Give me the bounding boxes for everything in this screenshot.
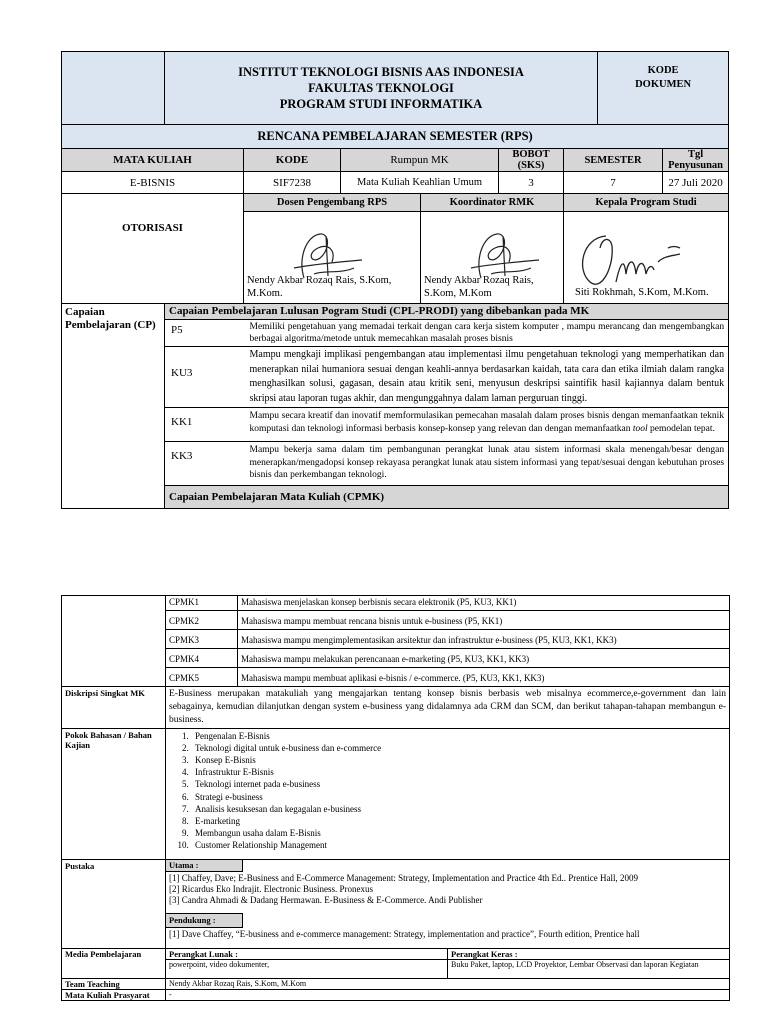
col-header-tgl: Tgl Penyusunan: [663, 149, 729, 172]
program-name: PROGRAM STUDI INFORMATIKA: [279, 97, 483, 111]
media-label: Media Pembelajaran: [62, 948, 166, 978]
prasyarat-text: -: [166, 989, 730, 1000]
list-item: 1. Pengenalan E-Bisnis: [191, 730, 726, 742]
list-item: 10. Customer Relationship Management: [191, 839, 726, 851]
faculty-name: FAKULTAS TEKNOLOGI: [308, 81, 454, 95]
cp-code-kk3: KK3: [165, 442, 244, 486]
list-item: 3. Konsep E-Bisnis: [191, 754, 726, 766]
cpmk-code: CPMK5: [166, 667, 238, 686]
cpmk-code: CPMK1: [166, 596, 238, 611]
koordinator-signature-cell: [421, 212, 564, 304]
list-item: 5. Teknologi internet pada e-business: [191, 778, 726, 790]
cpmk-code: CPMK3: [166, 629, 238, 648]
list-item: 4. Infrastruktur E-Bisnis: [191, 766, 726, 778]
role-kaprodi: Kepala Program Studi: [564, 194, 729, 212]
cpmk-label-cell: [62, 596, 166, 687]
cpmk-text: Mahasiswa menjelaskan konsep berbisnis secara elektronik (P5, KU3, KK1): [238, 596, 730, 611]
perangkat-keras-label: Perangkat Keras :: [448, 949, 729, 960]
list-item: [1] Chaffey, Dave; E-Business and E-Commerce Management: Strategy, Implementation and Practice 4th Ed.. Prentice Hall, 2009: [169, 873, 639, 883]
pendukung-list: [166, 928, 729, 941]
col-header-semester: SEMESTER: [564, 149, 663, 172]
course-rumpun: Mata Kuliah Keahlian Umum: [341, 172, 499, 194]
institute-name: INSTITUT TEKNOLOGI BISNIS AAS INDONESIA: [238, 65, 524, 79]
cp-text-p5: Memiliki pengetahuan yang memadai terkait dengan cara kerja sistem komputer , mampu merancang dan mengembangkan berbagai algoritma/metode untuk memecahkan masalah proses bisnis: [244, 320, 729, 347]
cpmk-code: CPMK2: [166, 610, 238, 629]
list-item: [2] Ricardus Eko Indrajit. Electronic Business. Pronexus: [169, 884, 373, 895]
name-kaprodi: Siti Rokhmah, S.Kom, M.Kom.: [575, 287, 709, 298]
rps-page-2: [61, 595, 730, 1001]
pustaka-label: Pustaka: [62, 859, 166, 948]
perangkat-lunak-cell: [166, 948, 448, 978]
utama-label: Utama :: [166, 860, 243, 873]
cp-text-kk3: Mampu bekerja sama dalam tim pembangunan perangkat lunak atau sistem informasi skala menengah/besar dengan menerapkan/mengadopsi konsep rekayasa perangkat lunak atau sistem informasi yang tepat/sesuai dengan kebutuhan proses bisnis dan perkembangan teknologi.: [244, 442, 729, 486]
course-code: SIF7238: [244, 172, 341, 194]
perangkat-lunak-label: Perangkat Lunak :: [166, 949, 447, 960]
name-dosen: Nendy Akbar Rozaq Rais, S.Kom, M.Kom.: [247, 275, 392, 299]
col-header-bobot: BOBOT (SKS): [499, 149, 564, 172]
institution-header: [165, 52, 598, 125]
cpmk-header: Capaian Pembelajaran Mata Kuliah (CPMK): [165, 486, 729, 509]
prasyarat-label: Mata Kuliah Prasyarat: [62, 989, 166, 1000]
logo-cell: [62, 52, 165, 125]
rps-title: RENCANA PEMBELAJARAN SEMESTER (RPS): [62, 125, 729, 149]
deskripsi-text: E-Business merupakan matakuliah yang mengajarkan tentang konsep bisnis berbasis web misalnya ecommerce,e-government dan lain sebagainya, kemudian dilanjutkan dengan system e-business yang didalamnya ada CRM dan SCM, dan berikut tahapan-tahapan membangun e-business.: [166, 686, 730, 728]
kode-dokumen: KODE DOKUMEN: [598, 52, 729, 125]
list-item: 9. Membangun usaha dalam E-Bisnis: [191, 827, 726, 839]
cp-text-kk1: Mampu secara kreatif dan inovatif memformulasikan pemecahan masalah dalam proses bisnis dengan memanfaatkan teknik komputasi dan teknologi informasi berbasis konsep-konsep yang relevan dan dengan memanfaatkan tool pemodelan tepat.: [244, 408, 729, 442]
course-semester: 7: [564, 172, 663, 194]
course-date: 27 Juli 2020: [663, 172, 729, 194]
utama-list: [166, 872, 729, 908]
col-header-matakuliah: MATA KULIAH: [62, 149, 244, 172]
course-bobot: 3: [499, 172, 564, 194]
kaprodi-signature-cell: [564, 212, 729, 304]
cpl-header: Capaian Pembelajaran Lulusan Pogram Studi (CPL-PRODI) yang dibebankan pada MK: [165, 304, 729, 320]
cp-code-p5: P5: [165, 320, 244, 347]
otorisasi-label: OTORISASI: [62, 194, 244, 304]
dosen-signature-cell: [244, 212, 421, 304]
cpmk-text: Mahasiswa mampu membuat rencana bisnis untuk e-business (P5, KK1): [238, 610, 730, 629]
pokok-list: [169, 730, 726, 852]
pokok-list-cell: [166, 728, 730, 859]
pustaka-cell: [166, 859, 730, 948]
list-item: 6. Strategi e-business: [191, 791, 726, 803]
cp-code-ku3: KU3: [165, 347, 244, 408]
list-item: 8. E-marketing: [191, 815, 726, 827]
cpmk-code: CPMK4: [166, 648, 238, 667]
list-item: [1] Dave Chaffey, “E-business and e-commerce management: Strategy, implementation and practice”, Fourth edition, Prentice hall: [169, 929, 640, 940]
perangkat-lunak-text: powerpoint, video dokumenter,: [169, 959, 270, 969]
cpmk-text: Mahasiswa mampu mengimplementasikan arsitektur dan infrastruktur e-business (P5, KU3, KK1, KK3): [238, 629, 730, 648]
cpmk-text: Mahasiswa mampu membuat aplikasi e-bisnis / e-commerce. (P5, KU3, KK1, KK3): [238, 667, 730, 686]
list-item: [3] Candra Ahmadi & Dadang Hermawan. E-Business & E-Commerce. Andi Publisher: [169, 895, 483, 906]
team-label: Team Teaching: [62, 978, 166, 989]
pokok-label: Pokok Bahasan / Bahan Kajian: [62, 728, 166, 859]
perangkat-keras-cell: [448, 948, 730, 978]
name-koordinator: Nendy Akbar Rozaq Rais, S.Kom, M.Kom: [424, 275, 534, 299]
team-text: Nendy Akbar Rozaq Rais, S.Kom, M.Kom: [166, 978, 730, 989]
role-dosen: Dosen Pengembang RPS: [244, 194, 421, 212]
cp-code-kk1: KK1: [165, 408, 244, 442]
signature-kaprodi: [572, 226, 692, 292]
col-header-kode: KODE: [244, 149, 341, 172]
list-item: 7. Analisis kesuksesan dan kegagalan e-business: [191, 803, 726, 815]
cpmk-text: Mahasiswa mampu melakukan perencanaan e-marketing (P5, KU3, KK1, KK3): [238, 648, 730, 667]
col-header-rumpun: Rumpun MK: [341, 149, 499, 172]
cp-label: Capaian Pembelajaran (CP): [62, 304, 165, 509]
list-item: 2. Teknologi digital untuk e-business dan e-commerce: [191, 742, 726, 754]
cp-text-ku3: Mampu mengkaji implikasi pengembangan atau implementasi ilmu pengetahuan teknologi yang memperhatikan dan menerapkan nilai humaniora sesuai dengan keahli-annya berdasarkan kaidah, tata cara dan etika ilmiah dalam rangka menghasilkan solusi, gagasan, desain atau kritik seni, menyusun deskripsi saintifik hasil kajiannya dalam bentuk skripsi atau laporan tugas akhir, dan mengunggahnya dalam laman perguruan tinggi.: [244, 347, 729, 408]
role-koordinator: Koordinator RMK: [421, 194, 564, 212]
rps-page-1: [61, 51, 729, 509]
deskripsi-label: Diskripsi Singkat MK: [62, 686, 166, 728]
perangkat-keras-text: Buku Paket, laptop, LCD Proyektor, Lembar Observasi dan laporan Kegiatan: [451, 959, 699, 969]
pendukung-label: Pendukung :: [166, 913, 243, 929]
course-name: E-BISNIS: [62, 172, 244, 194]
